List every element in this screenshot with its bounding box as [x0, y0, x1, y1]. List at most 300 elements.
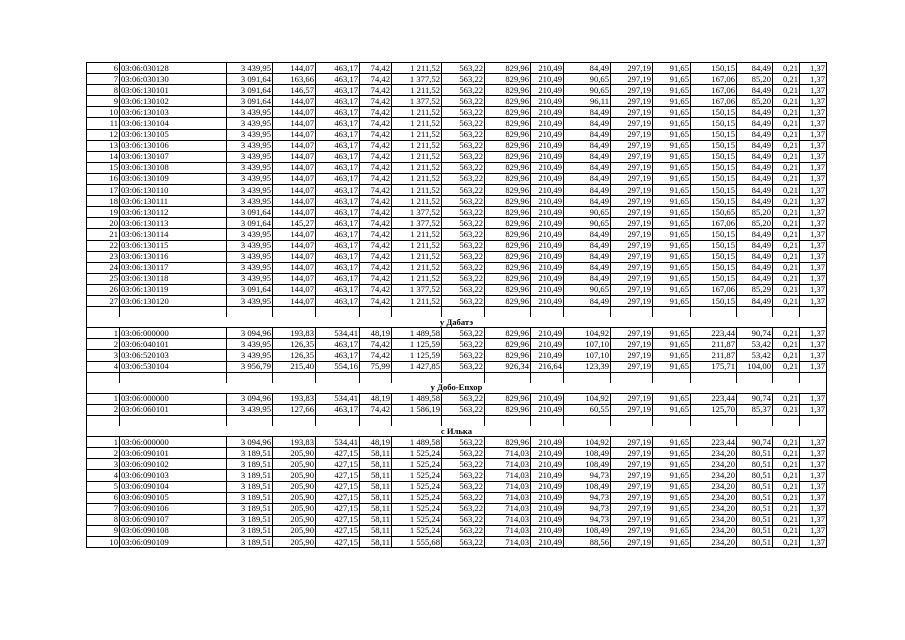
- cadastral-code-cell: 03:06:090106: [120, 503, 227, 514]
- value-cell: 0,21: [773, 404, 800, 415]
- value-cell: 58,11: [360, 537, 392, 548]
- value-cell: 297,19: [611, 361, 653, 372]
- value-cell: 3 189,51: [227, 492, 273, 503]
- value-cell: 563,22: [442, 262, 485, 273]
- value-cell: 563,22: [442, 185, 485, 196]
- value-cell: 84,49: [737, 162, 773, 173]
- value-cell: 3 189,51: [227, 448, 273, 459]
- value-cell: 563,22: [442, 229, 485, 240]
- value-cell: 91,65: [653, 470, 691, 481]
- value-cell: 90,65: [564, 85, 611, 96]
- value-cell: 167,06: [691, 284, 737, 295]
- value-cell: 167,06: [691, 218, 737, 229]
- value-cell: 1,37: [800, 537, 827, 548]
- value-cell: 85,20: [737, 74, 773, 85]
- value-cell: 58,11: [360, 492, 392, 503]
- value-cell: 85,20: [737, 207, 773, 218]
- value-cell: 108,49: [564, 448, 611, 459]
- value-cell: 0,21: [773, 273, 800, 284]
- value-cell: 210,49: [531, 251, 564, 262]
- value-cell: 74,42: [360, 262, 392, 273]
- value-cell: 0,21: [773, 173, 800, 184]
- value-cell: 150,15: [691, 229, 737, 240]
- value-cell: 1,37: [800, 196, 827, 207]
- cadastral-code-cell: 03:06:040101: [120, 339, 227, 350]
- table-row: [87, 196, 827, 207]
- value-cell: 829,96: [485, 129, 531, 140]
- table-row: [87, 63, 827, 74]
- blank-cell: [531, 416, 564, 427]
- row-number-cell: 23: [87, 251, 120, 262]
- value-cell: 297,19: [611, 185, 653, 196]
- blank-cell: [227, 307, 273, 318]
- value-cell: 210,49: [531, 240, 564, 251]
- value-cell: 1 377,52: [392, 218, 442, 229]
- value-cell: 84,49: [564, 196, 611, 207]
- value-cell: 108,49: [564, 459, 611, 470]
- table-row: [87, 328, 827, 339]
- value-cell: 1,37: [800, 151, 827, 162]
- value-cell: 210,49: [531, 185, 564, 196]
- value-cell: 74,42: [360, 140, 392, 151]
- value-cell: 80,51: [737, 470, 773, 481]
- value-cell: 829,96: [485, 262, 531, 273]
- value-cell: 463,17: [316, 74, 360, 85]
- value-cell: 74,42: [360, 229, 392, 240]
- value-cell: 91,65: [653, 140, 691, 151]
- value-cell: 74,42: [360, 240, 392, 251]
- value-cell: 563,22: [442, 492, 485, 503]
- value-cell: 3 091,64: [227, 284, 273, 295]
- value-cell: 1 377,52: [392, 207, 442, 218]
- cadastral-code-cell: 03:06:130115: [120, 240, 227, 251]
- value-cell: 74,42: [360, 284, 392, 295]
- value-cell: 127,66: [273, 404, 316, 415]
- value-cell: 0,21: [773, 129, 800, 140]
- row-number-cell: 7: [87, 74, 120, 85]
- blank-cell: [773, 416, 800, 427]
- value-cell: 297,19: [611, 470, 653, 481]
- value-cell: 427,15: [316, 503, 360, 514]
- value-cell: 1 525,24: [392, 481, 442, 492]
- value-cell: 463,17: [316, 129, 360, 140]
- value-cell: 80,51: [737, 448, 773, 459]
- row-number-cell: 1: [87, 393, 120, 404]
- value-cell: 210,49: [531, 503, 564, 514]
- blank-cell: [564, 372, 611, 383]
- value-cell: 91,65: [653, 350, 691, 361]
- value-cell: 297,19: [611, 448, 653, 459]
- value-cell: 463,17: [316, 140, 360, 151]
- blank-cell: [653, 372, 691, 383]
- value-cell: 829,96: [485, 437, 531, 448]
- cadastral-code-cell: 03:06:130102: [120, 96, 227, 107]
- value-cell: 84,49: [737, 63, 773, 74]
- table-row: [87, 481, 827, 492]
- row-number-cell: 19: [87, 207, 120, 218]
- value-cell: 1,37: [800, 229, 827, 240]
- value-cell: 463,17: [316, 196, 360, 207]
- value-cell: 463,17: [316, 96, 360, 107]
- value-cell: 210,49: [531, 492, 564, 503]
- value-cell: 104,00: [737, 361, 773, 372]
- value-cell: 297,19: [611, 173, 653, 184]
- blank-cell: [773, 307, 800, 318]
- table-row: [87, 492, 827, 503]
- blank-cell: [87, 372, 120, 383]
- value-cell: 829,96: [485, 185, 531, 196]
- value-cell: 91,65: [653, 481, 691, 492]
- blank-cell: [87, 307, 120, 318]
- value-cell: 3 439,95: [227, 350, 273, 361]
- value-cell: 91,65: [653, 229, 691, 240]
- blank-cell: [227, 372, 273, 383]
- table-row: [87, 470, 827, 481]
- value-cell: 0,21: [773, 328, 800, 339]
- table-row: [87, 118, 827, 129]
- row-number-cell: 16: [87, 173, 120, 184]
- value-cell: 144,07: [273, 284, 316, 295]
- value-cell: 1,37: [800, 404, 827, 415]
- value-cell: 0,21: [773, 262, 800, 273]
- value-cell: 1,37: [800, 295, 827, 306]
- value-cell: 74,42: [360, 273, 392, 284]
- value-cell: 85,20: [737, 218, 773, 229]
- value-cell: 1 427,85: [392, 361, 442, 372]
- value-cell: 1,37: [800, 525, 827, 536]
- value-cell: 84,49: [564, 107, 611, 118]
- value-cell: 1 211,52: [392, 295, 442, 306]
- value-cell: 563,22: [442, 361, 485, 372]
- value-cell: 91,65: [653, 162, 691, 173]
- value-cell: 175,71: [691, 361, 737, 372]
- value-cell: 84,49: [564, 118, 611, 129]
- value-cell: 210,49: [531, 140, 564, 151]
- value-cell: 1 211,52: [392, 140, 442, 151]
- blank-cell: [691, 307, 737, 318]
- value-cell: 90,74: [737, 393, 773, 404]
- blank-row: [87, 307, 827, 318]
- table-row: [87, 404, 827, 415]
- row-number-cell: 15: [87, 162, 120, 173]
- value-cell: 829,96: [485, 339, 531, 350]
- value-cell: 926,34: [485, 361, 531, 372]
- value-cell: 297,19: [611, 503, 653, 514]
- value-cell: 94,73: [564, 492, 611, 503]
- value-cell: 211,87: [691, 350, 737, 361]
- value-cell: 297,19: [611, 251, 653, 262]
- value-cell: 1,37: [800, 514, 827, 525]
- data-table: [86, 62, 827, 548]
- value-cell: 427,15: [316, 537, 360, 548]
- value-cell: 84,49: [564, 162, 611, 173]
- value-cell: 80,51: [737, 525, 773, 536]
- value-cell: 3 439,95: [227, 262, 273, 273]
- value-cell: 84,49: [564, 240, 611, 251]
- value-cell: 427,15: [316, 492, 360, 503]
- table-row: [87, 74, 827, 85]
- value-cell: 563,22: [442, 481, 485, 492]
- cadastral-code-cell: 03:06:090103: [120, 470, 227, 481]
- value-cell: 3 189,51: [227, 514, 273, 525]
- value-cell: 205,90: [273, 503, 316, 514]
- value-cell: 829,96: [485, 74, 531, 85]
- value-cell: 563,22: [442, 284, 485, 295]
- value-cell: 1,37: [800, 140, 827, 151]
- value-cell: 74,42: [360, 85, 392, 96]
- value-cell: 563,22: [442, 118, 485, 129]
- value-cell: 1,37: [800, 251, 827, 262]
- value-cell: 3 956,79: [227, 361, 273, 372]
- value-cell: 463,17: [316, 295, 360, 306]
- value-cell: 91,65: [653, 240, 691, 251]
- value-cell: 1 525,24: [392, 492, 442, 503]
- value-cell: 91,65: [653, 196, 691, 207]
- value-cell: 144,07: [273, 96, 316, 107]
- value-cell: 297,19: [611, 240, 653, 251]
- value-cell: 1 211,52: [392, 173, 442, 184]
- row-number-cell: 9: [87, 525, 120, 536]
- cadastral-code-cell: 03:06:130113: [120, 218, 227, 229]
- value-cell: 84,49: [564, 251, 611, 262]
- blank-cell: [800, 307, 827, 318]
- blank-cell: [611, 307, 653, 318]
- value-cell: 1 489,58: [392, 437, 442, 448]
- value-cell: 91,65: [653, 328, 691, 339]
- value-cell: 297,19: [611, 229, 653, 240]
- value-cell: 84,49: [737, 129, 773, 140]
- value-cell: 297,19: [611, 218, 653, 229]
- row-number-cell: 6: [87, 63, 120, 74]
- value-cell: 563,22: [442, 404, 485, 415]
- value-cell: 297,19: [611, 107, 653, 118]
- value-cell: 90,74: [737, 328, 773, 339]
- value-cell: 554,16: [316, 361, 360, 372]
- value-cell: 210,49: [531, 404, 564, 415]
- value-cell: 84,49: [564, 173, 611, 184]
- value-cell: 297,19: [611, 74, 653, 85]
- value-cell: 297,19: [611, 437, 653, 448]
- blank-cell: [87, 416, 120, 427]
- blank-cell: [800, 416, 827, 427]
- value-cell: 1,37: [800, 350, 827, 361]
- value-cell: 714,03: [485, 459, 531, 470]
- blank-cell: [360, 307, 392, 318]
- value-cell: 205,90: [273, 537, 316, 548]
- blank-cell: [273, 416, 316, 427]
- value-cell: 0,21: [773, 339, 800, 350]
- value-cell: 714,03: [485, 514, 531, 525]
- value-cell: 1 211,52: [392, 118, 442, 129]
- table-row: [87, 185, 827, 196]
- value-cell: 74,42: [360, 185, 392, 196]
- value-cell: 90,65: [564, 74, 611, 85]
- value-cell: 297,19: [611, 85, 653, 96]
- value-cell: 210,49: [531, 63, 564, 74]
- value-cell: 297,19: [611, 151, 653, 162]
- value-cell: 463,17: [316, 350, 360, 361]
- value-cell: 210,49: [531, 151, 564, 162]
- value-cell: 234,20: [691, 525, 737, 536]
- blank-cell: [120, 307, 227, 318]
- value-cell: 563,22: [442, 173, 485, 184]
- value-cell: 0,21: [773, 74, 800, 85]
- value-cell: 1,37: [800, 207, 827, 218]
- value-cell: 3 091,64: [227, 96, 273, 107]
- value-cell: 144,07: [273, 107, 316, 118]
- value-cell: 563,22: [442, 251, 485, 262]
- value-cell: 829,96: [485, 107, 531, 118]
- value-cell: 1,37: [800, 74, 827, 85]
- value-cell: 3 189,51: [227, 537, 273, 548]
- value-cell: 563,22: [442, 537, 485, 548]
- value-cell: 144,07: [273, 229, 316, 240]
- table-row: [87, 525, 827, 536]
- value-cell: 1 211,52: [392, 85, 442, 96]
- value-cell: 297,19: [611, 481, 653, 492]
- value-cell: 167,06: [691, 74, 737, 85]
- value-cell: 463,17: [316, 339, 360, 350]
- value-cell: 84,49: [737, 251, 773, 262]
- value-cell: 74,42: [360, 63, 392, 74]
- value-cell: 3 439,95: [227, 251, 273, 262]
- value-cell: 150,15: [691, 295, 737, 306]
- table-row: [87, 393, 827, 404]
- value-cell: 563,22: [442, 328, 485, 339]
- value-cell: 150,15: [691, 151, 737, 162]
- value-cell: 1 211,52: [392, 262, 442, 273]
- value-cell: 3 439,95: [227, 129, 273, 140]
- value-cell: 829,96: [485, 251, 531, 262]
- value-cell: 88,56: [564, 537, 611, 548]
- value-cell: 1,37: [800, 218, 827, 229]
- value-cell: 1 211,52: [392, 251, 442, 262]
- section-header-row: [87, 426, 827, 437]
- table-row: [87, 140, 827, 151]
- value-cell: 297,19: [611, 262, 653, 273]
- blank-cell: [773, 372, 800, 383]
- value-cell: 1 555,68: [392, 537, 442, 548]
- value-cell: 829,96: [485, 85, 531, 96]
- blank-cell: [485, 372, 531, 383]
- blank-cell: [442, 307, 485, 318]
- value-cell: 829,96: [485, 140, 531, 151]
- cadastral-code-cell: 03:06:090101: [120, 448, 227, 459]
- value-cell: 1 525,24: [392, 448, 442, 459]
- value-cell: 210,49: [531, 295, 564, 306]
- value-cell: 216,64: [531, 361, 564, 372]
- blank-cell: [531, 372, 564, 383]
- value-cell: 563,22: [442, 207, 485, 218]
- value-cell: 3 091,64: [227, 207, 273, 218]
- value-cell: 210,49: [531, 74, 564, 85]
- value-cell: 3 439,95: [227, 339, 273, 350]
- value-cell: 829,96: [485, 240, 531, 251]
- value-cell: 205,90: [273, 448, 316, 459]
- value-cell: 3 439,95: [227, 140, 273, 151]
- blank-cell: [392, 416, 442, 427]
- row-number-cell: 4: [87, 361, 120, 372]
- value-cell: 1 525,24: [392, 503, 442, 514]
- value-cell: 150,15: [691, 129, 737, 140]
- value-cell: 126,35: [273, 339, 316, 350]
- row-number-cell: 21: [87, 229, 120, 240]
- value-cell: 1,37: [800, 284, 827, 295]
- table-row: [87, 448, 827, 459]
- value-cell: 84,49: [737, 295, 773, 306]
- blank-cell: [611, 372, 653, 383]
- value-cell: 563,22: [442, 129, 485, 140]
- value-cell: 210,49: [531, 459, 564, 470]
- value-cell: 58,11: [360, 459, 392, 470]
- value-cell: 3 439,95: [227, 162, 273, 173]
- cadastral-code-cell: 03:06:090108: [120, 525, 227, 536]
- value-cell: 1,37: [800, 129, 827, 140]
- cadastral-code-cell: 03:06:130117: [120, 262, 227, 273]
- value-cell: 104,92: [564, 328, 611, 339]
- value-cell: 3 094,96: [227, 328, 273, 339]
- value-cell: 463,17: [316, 404, 360, 415]
- value-cell: 234,20: [691, 503, 737, 514]
- value-cell: 3 439,95: [227, 107, 273, 118]
- section-title: с Илька: [87, 426, 827, 437]
- value-cell: 563,22: [442, 470, 485, 481]
- value-cell: 85,20: [737, 96, 773, 107]
- value-cell: 563,22: [442, 240, 485, 251]
- value-cell: 1 211,52: [392, 162, 442, 173]
- value-cell: 3 091,64: [227, 218, 273, 229]
- value-cell: 463,17: [316, 240, 360, 251]
- value-cell: 0,21: [773, 448, 800, 459]
- value-cell: 463,17: [316, 229, 360, 240]
- cadastral-code-cell: 03:06:130114: [120, 229, 227, 240]
- value-cell: 91,65: [653, 284, 691, 295]
- value-cell: 1 586,19: [392, 404, 442, 415]
- value-cell: 1,37: [800, 481, 827, 492]
- value-cell: 80,51: [737, 503, 773, 514]
- value-cell: 0,21: [773, 470, 800, 481]
- cadastral-code-cell: 03:06:060101: [120, 404, 227, 415]
- value-cell: 85,37: [737, 404, 773, 415]
- value-cell: 829,96: [485, 196, 531, 207]
- value-cell: 107,10: [564, 350, 611, 361]
- value-cell: 714,03: [485, 470, 531, 481]
- value-cell: 90,65: [564, 207, 611, 218]
- value-cell: 0,21: [773, 162, 800, 173]
- value-cell: 205,90: [273, 514, 316, 525]
- value-cell: 80,51: [737, 514, 773, 525]
- value-cell: 58,11: [360, 525, 392, 536]
- value-cell: 91,65: [653, 537, 691, 548]
- value-cell: 144,07: [273, 129, 316, 140]
- value-cell: 53,42: [737, 339, 773, 350]
- cadastral-code-cell: 03:06:530104: [120, 361, 227, 372]
- value-cell: 1,37: [800, 240, 827, 251]
- value-cell: 534,41: [316, 328, 360, 339]
- value-cell: 829,96: [485, 151, 531, 162]
- value-cell: 223,44: [691, 437, 737, 448]
- value-cell: 427,15: [316, 525, 360, 536]
- value-cell: 563,22: [442, 350, 485, 361]
- cadastral-code-cell: 03:06:090105: [120, 492, 227, 503]
- section-title: у Дабатэ: [87, 317, 827, 328]
- cadastral-code-cell: 03:06:130110: [120, 185, 227, 196]
- value-cell: 427,15: [316, 459, 360, 470]
- value-cell: 80,51: [737, 481, 773, 492]
- value-cell: 0,21: [773, 63, 800, 74]
- value-cell: 563,22: [442, 503, 485, 514]
- row-number-cell: 6: [87, 492, 120, 503]
